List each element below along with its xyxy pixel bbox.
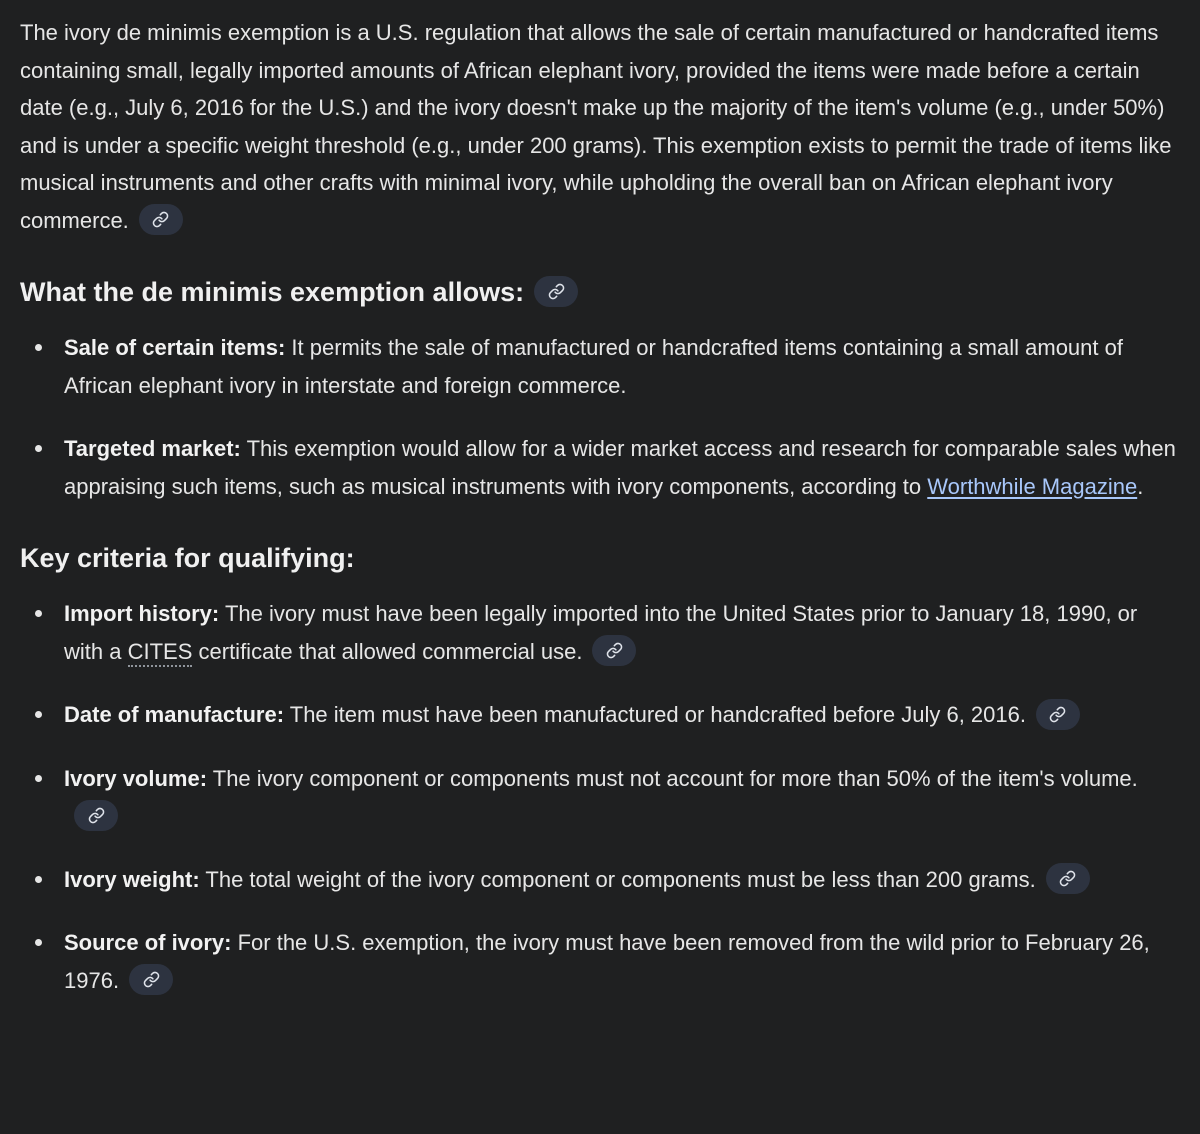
link-icon — [1049, 706, 1066, 723]
intro-paragraph — [20, 14, 1176, 239]
bullet-text: certificate that allowed commercial use. — [192, 638, 583, 664]
bullet-list-criteria — [20, 595, 1176, 999]
link-icon — [548, 283, 565, 300]
bullet-text: The ivory component or components must not account for more than 50% of the item's volume. — [207, 765, 1138, 791]
bullet-text: It permits the sale of manufactured or handcrafted items containing a small amount of African elephant ivory in interstate and foreign commerce. — [64, 335, 1123, 398]
bullet-text: . — [1137, 473, 1144, 499]
list-item — [20, 696, 1176, 734]
source-link-chip[interactable] — [592, 635, 636, 666]
list-item — [20, 595, 1176, 670]
link-icon — [88, 807, 105, 824]
list-item — [20, 924, 1176, 999]
bullet-text: This exemption would allow for a wider market access and research for comparable sales when appraising such items, such as musical instruments with ivory components, according to — [64, 436, 1176, 499]
list-item — [20, 861, 1176, 899]
heading-text: Key criteria for qualifying: — [20, 543, 355, 573]
worthwhile-magazine-link[interactable]: Worthwhile Magazine — [927, 473, 1138, 499]
source-link-chip[interactable] — [139, 204, 183, 235]
link-icon — [1059, 870, 1076, 887]
bullet-text: For the U.S. exemption, the ivory must have been removed from the wild prior to February 26, 1976. — [64, 930, 1150, 993]
list-item — [20, 430, 1176, 505]
bullet-list-allows — [20, 329, 1176, 505]
source-link-chip[interactable] — [534, 276, 578, 307]
intro-text: The ivory de minimis exemption is a U.S. regulation that allows the sale of certain manufactured or handcrafted items containing small, legally imported amounts of African elephant ivory, provided the items were made before a certain date (e.g., July 6, 2016 for the U.S.) and the ivory doesn't make up the majority of the item's volume (e.g., under 50%) and is under a specific weight threshold (e.g., under 200 grams). This exemption exists to permit the trade of items like musical instruments and other crafts with minimal ivory, while upholding the overall ban on African elephant ivory commerce. — [20, 20, 1172, 233]
source-link-chip[interactable] — [1046, 863, 1090, 894]
bullet-text: The total weight of the ivory component or components must be less than 200 grams. — [199, 866, 1036, 892]
bullet-text: The ivory must have been legally imported into the United States prior to January 18, 1990, or with a — [64, 601, 1138, 664]
section-heading-allows — [20, 273, 1176, 311]
link-icon — [606, 642, 623, 659]
cites-term[interactable]: CITES — [128, 639, 193, 667]
bullet-label: Ivory weight: — [64, 866, 200, 892]
bullet-label: Import history: — [64, 601, 220, 626]
link-icon — [143, 971, 160, 988]
list-item — [20, 760, 1176, 835]
section-heading-criteria — [20, 539, 1176, 577]
bullet-label: Date of manufacture: — [64, 702, 285, 727]
bullet-label: Source of ivory: — [64, 930, 232, 955]
bullet-text: The item must have been manufactured or handcrafted before July 6, 2016. — [284, 702, 1026, 727]
source-link-chip[interactable] — [1036, 699, 1080, 730]
link-icon — [152, 211, 169, 228]
source-link-chip[interactable] — [129, 964, 173, 995]
list-item — [20, 329, 1176, 404]
source-link-chip[interactable] — [74, 800, 118, 831]
bullet-label: Ivory volume: — [64, 765, 208, 791]
bullet-label: Targeted market: — [64, 436, 241, 461]
heading-text: What the de minimis exemption allows: — [20, 277, 525, 307]
bullet-label: Sale of certain items: — [64, 335, 286, 360]
